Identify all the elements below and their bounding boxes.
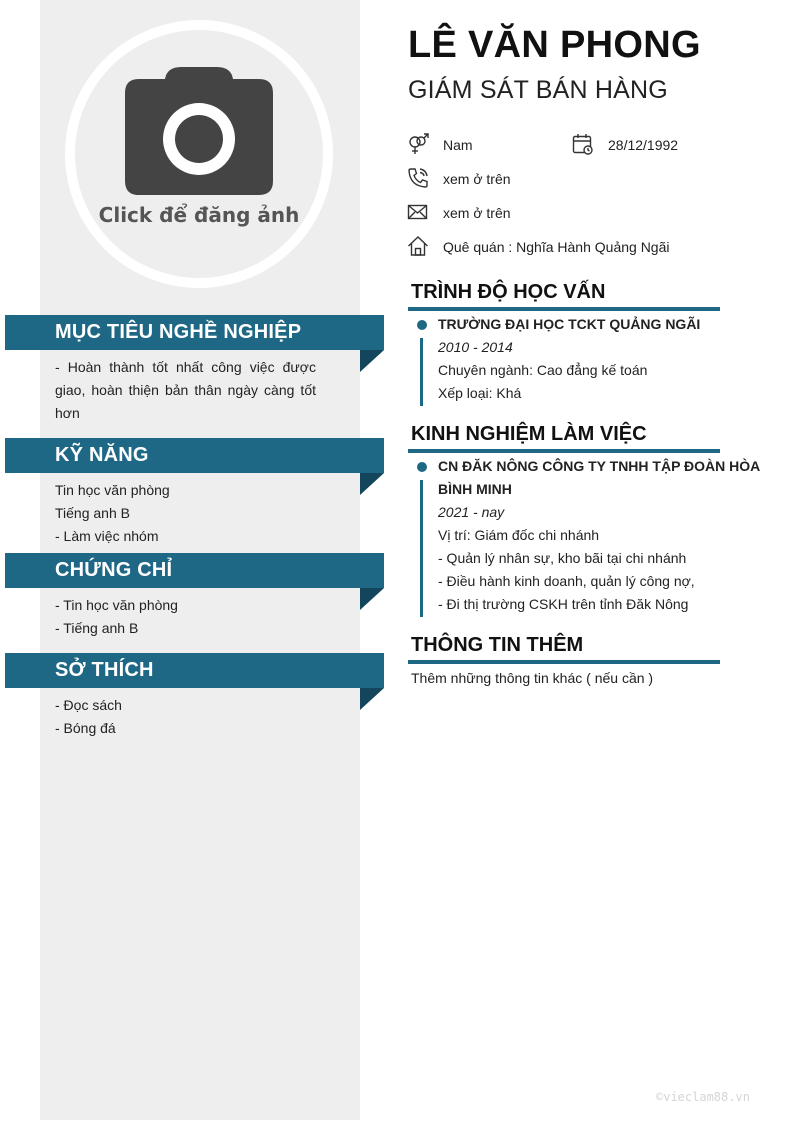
timeline-dot [417,462,427,472]
experience-underline [408,449,720,453]
camera-icon [125,67,273,195]
skills-banner-fold [360,473,384,495]
certificates-banner-fold [360,588,384,610]
education-entry [438,313,783,405]
experience-line: - Đi thị trường CSKH trên tỉnh Đăk Nông [438,596,689,612]
education-period: 2010 - 2014 [438,339,513,355]
hobbies-banner [5,653,384,688]
skill-item: - Làm việc nhóm [55,528,159,544]
extra-info-text: Thêm những thông tin khác ( nếu cần ) [411,670,654,686]
job-title: GIÁM SÁT BÁN HÀNG [408,76,668,104]
hobbies-list [55,694,316,740]
phone-value: xem ở trên [443,171,511,187]
avatar-upload-label: Click để đăng ảnh [98,203,300,227]
calendar-icon [572,133,594,155]
timeline-line [420,338,423,406]
extra-info-title: THÔNG TIN THÊM [411,634,584,656]
experience-entry [438,455,783,616]
education-rank: Xếp loại: Khá [438,385,522,401]
skill-item: Tiếng anh B [55,505,130,521]
objective-title: MỤC TIÊU NGHỀ NGHIỆP [55,321,302,343]
objective-banner-fold [360,350,384,372]
experience-line: - Quản lý nhân sự, kho bãi tại chi nhánh [438,550,687,566]
hobbies-title: SỞ THÍCH [55,659,154,681]
gender-icon [407,133,429,155]
certificate-item: - Tiếng anh B [55,620,139,636]
certificates-title: CHỨNG CHỈ [55,559,173,581]
gender-value: Nam [443,137,473,153]
experience-company: CN ĐĂK NÔNG CÔNG TY TNHH TẬP ĐOÀN HÒA BÌNH MINH [438,458,760,497]
timeline-line [420,480,423,617]
home-icon [407,235,429,257]
birthdate-value: 28/12/1992 [608,137,679,153]
education-school: TRƯỜNG ĐẠI HỌC TCKT QUẢNG NGÃI [438,316,701,332]
extra-info-underline [408,660,720,664]
skills-title: KỸ NĂNG [55,444,149,466]
email-value: xem ở trên [443,205,511,221]
experience-line: - Điều hành kinh doanh, quản lý công nợ, [438,573,695,589]
timeline-dot [417,320,427,330]
avatar-upload[interactable] [65,20,333,288]
skill-item: Tin học văn phòng [55,482,170,498]
hobby-item: - Bóng đá [55,720,116,736]
certificates-banner [5,553,384,588]
certificates-list [55,594,316,640]
education-underline [408,307,720,311]
candidate-name: LÊ VĂN PHONG [408,24,701,66]
hometown-value: Quê quán : Nghĩa Hành Quảng Ngãi [443,239,670,255]
hobby-item: - Đọc sách [55,697,122,713]
objective-text: - Hoàn thành tốt nhất công việc được giao, hoàn thiện bản thân ngày càng tốt hơn [55,359,316,421]
phone-icon [407,167,429,189]
skills-banner [5,438,384,473]
hobbies-banner-fold [360,688,384,710]
experience-line: Vị trí: Giám đốc chi nhánh [438,527,600,543]
certificate-item: - Tin học văn phòng [55,597,178,613]
experience-period: 2021 - nay [438,504,505,520]
objective-banner [5,315,384,350]
education-title: TRÌNH ĐỘ HỌC VẤN [411,281,606,303]
experience-title: KINH NGHIỆM LÀM VIỆC [411,423,647,445]
watermark: ©vieclam88.vn [656,1090,750,1104]
skills-list [55,479,316,548]
email-icon [407,201,429,223]
education-major: Chuyên ngành: Cao đẳng kế toán [438,362,648,378]
